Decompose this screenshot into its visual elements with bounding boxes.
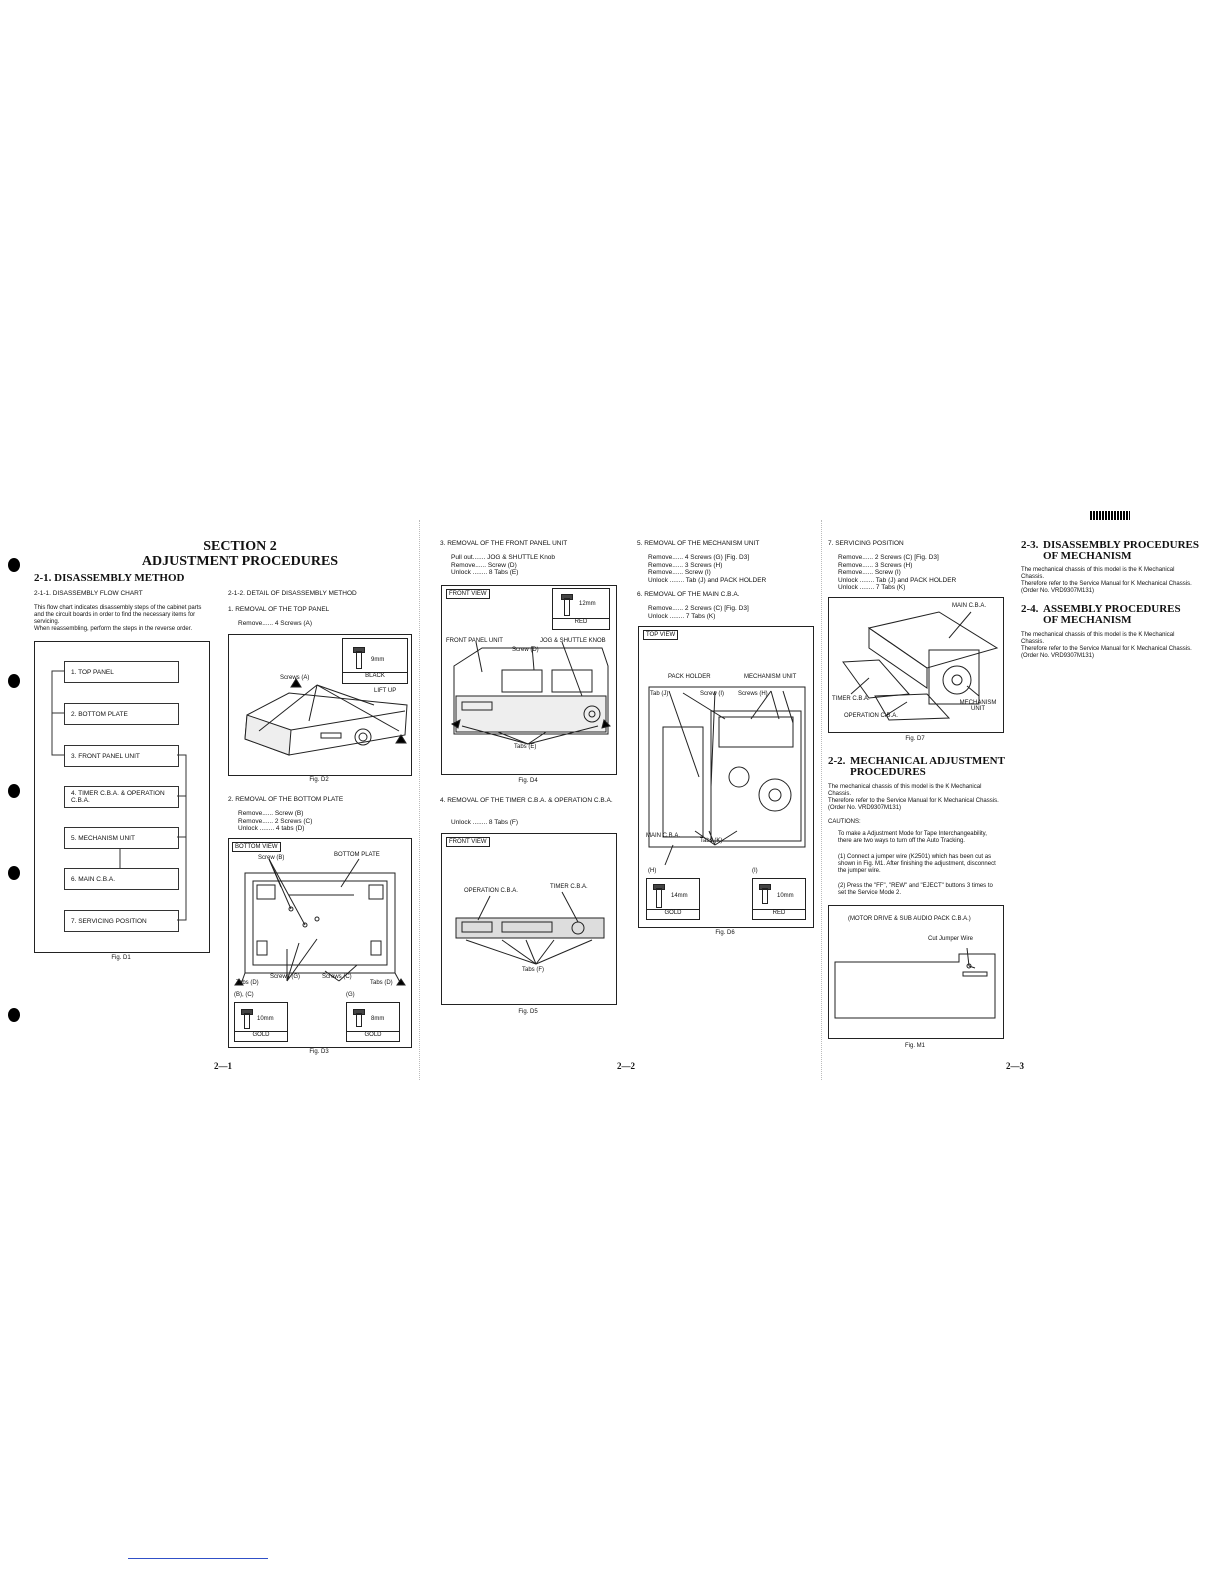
fig-d5-frame [441,833,617,1005]
fig-d1-caption: Fig. D1 [111,955,131,961]
step3-list [451,554,555,577]
page-number: 2—2 [617,1061,635,1071]
fig-d5-caption: Fig. D5 [518,1009,538,1015]
heading-mech-adjust-num: 2-2. [828,755,846,767]
step2-title: 2. REMOVAL OF THE BOTTOM PLATE [228,796,344,803]
caution-intro: To make a Adjustment Mode for Tape Interchangeability, there are two ways to turn off the Auto Tracking. [838,831,987,844]
d4-view-tag: FRONT VIEW [446,589,490,599]
d6-mech-label: MECHANISM UNIT [744,674,797,680]
d6-screw-legend-1 [646,878,700,920]
step2-line: Unlock ........ 4 tabs (D) [238,825,305,832]
d6-screwsh-label: Screws (H) [738,691,768,697]
step4-unlock: Unlock ........ 8 Tabs (F) [451,819,519,826]
flow-step: 3. FRONT PANEL UNIT [64,745,179,767]
step5-line: Remove...... 4 Screws (G) [Fig. D3] [648,554,750,561]
heading-mech-adjust: MECHANICAL ADJUSTMENT [850,755,1005,767]
step7-list [838,554,956,592]
d6-pack-label: PACK HOLDER [668,674,711,680]
d2-screws-label: Screws (A) [280,675,310,681]
heading-assembly-mech: ASSEMBLY PROCEDURES [1043,603,1181,615]
step5-line: Remove...... 3 Screws (H) [648,561,723,569]
d5-timer-label: TIMER C.B.A. [550,884,588,890]
d6-i-label: (I) [752,868,758,874]
fig-m1-frame [828,905,1004,1039]
d7-main-label: MAIN C.B.A. [952,603,987,609]
d2-screw-legend [342,638,408,684]
d3-screw-b-label: Screw (B) [258,855,285,861]
d7-timer-label: TIMER C.B.A. [832,696,870,702]
d4-tabs-label: Tabs (E) [514,744,537,750]
barcode-mark [1090,511,1130,520]
d3-screws-c-label: Screws (C) [322,974,352,980]
d4-screw-color: RED [553,618,609,625]
d3-screw-legend-2 [346,1002,400,1042]
heading-disassembly-mech: DISASSEMBLY PROCEDURES [1043,539,1199,551]
d4-front-label: FRONT PANEL UNIT [446,638,503,644]
page-number: 2—3 [1006,1061,1024,1071]
binder-hole [8,558,20,572]
heading-disassembly-mech-2: OF MECHANISM [1043,550,1132,562]
d6-screw-size: 10mm [777,893,794,899]
step6-list [648,605,749,620]
fig-d6-caption: Fig. D6 [715,930,735,936]
d3-screw-color: GOLD [347,1031,399,1038]
d5-tabs-label: Tabs (F) [522,967,545,973]
mech-adjust-body: The mechanical chassis of this model is the K Mechanical Chassis. Therefore refer to the Service Manual for K Mechanical Chassis. (Order No. VRD9307M131) [828,784,999,811]
step5-list [648,554,766,584]
d3-screw-color: GOLD [235,1031,287,1038]
timer-operation-illustration [442,834,616,1004]
fig-d4-caption: Fig. D4 [518,778,538,784]
step1-title: 1. REMOVAL OF THE TOP PANEL [228,606,330,613]
flow-chart-label: 2-1-1. DISASSEMBLY FLOW CHART [34,590,143,597]
d3-screws-g-label: Screws (G) [270,974,300,980]
d6-tabj-label: Tab (J) [650,691,669,697]
step1-remove: Remove...... 4 Screws (A) [238,620,313,627]
section-title: SECTION 2 [203,539,277,554]
heading-assembly-mech-2: OF MECHANISM [1043,614,1132,626]
d4-screw-legend [552,588,610,630]
heading-disassembly-method: 2-1. DISASSEMBLY METHOD [34,572,185,584]
binder-hole [8,784,20,798]
d3-screw-legend-1 [234,1002,288,1042]
fig-m1-caption: Fig. M1 [904,1043,925,1049]
binder-hole [8,1008,20,1022]
step3-line: Remove...... Screw (D) [451,561,517,569]
page-divider [821,520,822,1080]
page-divider [419,520,420,1080]
d3-g-label: (G) [346,992,355,998]
disassembly-mech-body: The mechanical chassis of this model is the K Mechanical Chassis. Therefore refer to the Service Manual for K Mechanical Chassis. (Order No. VRD9307M131) [1021,567,1192,594]
flow-step: 2. BOTTOM PLATE [64,703,179,725]
flow-step: 5. MECHANISM UNIT [64,827,179,849]
d3-bc-label: (B), (C) [234,992,254,998]
d6-main-label: MAIN C.B.A. [646,833,681,839]
fig-d7-caption: Fig. D7 [905,736,925,742]
d6-screw-color: GOLD [647,909,699,916]
fig-d2-caption: Fig. D2 [309,777,329,783]
step7-line: Remove...... 2 Screws (C) [Fig. D3] [838,554,939,561]
d7-op-label: OPERATION C.B.A. [844,713,898,719]
step6-line: Remove...... 2 Screws (C) [Fig. D3] [648,605,749,612]
d5-op-label: OPERATION C.B.A. [464,888,518,894]
d6-tabsk-label: Tabs (K) [700,838,723,844]
d6-screwi-label: Screw (I) [700,691,724,697]
d6-screw-size: 14mm [671,893,688,899]
step5-line: Remove...... Screw (I) [648,569,711,576]
m1-title: (MOTOR DRIVE & SUB AUDIO PACK C.B.A.) [848,916,971,922]
step5-line: Unlock ........ Tab (J) and PACK HOLDER [648,576,767,584]
heading-assembly-mech-num: 2-4. [1021,603,1039,615]
pcb-jumper-illustration [829,906,1003,1038]
fig-d3-caption: Fig. D3 [309,1049,329,1055]
flow-step: 1. TOP PANEL [64,661,179,683]
step7-line: Remove...... Screw (I) [838,569,901,576]
flow-step: 6. MAIN C.B.A. [64,868,179,890]
flow-step: 7. SERVICING POSITION [64,910,179,932]
step5-title: 5. REMOVAL OF THE MECHANISM UNIT [637,540,760,547]
heading-disassembly-mech-num: 2-3. [1021,539,1039,551]
m1-cut-label: Cut Jumper Wire [928,936,974,942]
d3-screw-size: 8mm [371,1016,385,1022]
section-subtitle: ADJUSTMENT PROCEDURES [141,554,339,569]
step7-line: Unlock ........ Tab (J) and PACK HOLDER [838,576,957,584]
d3-tabs-d-label: Tabs (D) [236,980,259,986]
step7-title: 7. SERVICING POSITION [828,540,904,547]
heading-mech-adjust-2: PROCEDURES [850,766,926,778]
d4-jog-label: JOG & SHUTTLE KNOB [540,638,606,644]
flow-step: 4. TIMER C.B.A. & OPERATION C.B.A. [64,786,179,808]
binder-hole [8,866,20,880]
cautions-label: CAUTIONS: [828,819,861,825]
caution-2: (2) Press the "FF", "REW" and "EJECT" buttons 3 times to set the Service Mode 2. [838,883,993,896]
d7-mech-label: MECHANISM UNIT [959,700,997,712]
d6-screw-legend-2 [752,878,806,920]
step6-line: Unlock ........ 7 Tabs (K) [648,612,716,620]
step2-line: Remove...... Screw (B) [238,810,304,817]
step2-line: Remove...... 2 Screws (C) [238,817,313,825]
link-underline [128,1558,268,1559]
d2-screw-color: BLACK [343,672,407,679]
step3-title: 3. REMOVAL OF THE FRONT PANEL UNIT [440,540,568,547]
step3-line: Pull out....... JOG & SHUTTLE Knob [451,554,556,561]
d2-screw-size: 9mm [371,657,385,663]
d3-plate-label: BOTTOM PLATE [334,852,380,858]
binder-hole [8,674,20,688]
d3-screw-size: 10mm [257,1016,274,1022]
d6-screw-color: RED [753,909,805,916]
step3-line: Unlock ........ 8 Tabs (E) [451,569,519,576]
assembly-mech-body: The mechanical chassis of this model is the K Mechanical Chassis. Therefore refer to the Service Manual for K Mechanical Chassis. (Order No. VRD9307M131) [1021,632,1192,659]
d6-h-label: (H) [648,868,657,874]
step7-line: Unlock ........ 7 Tabs (K) [838,584,906,591]
step4-title: 4. REMOVAL OF THE TIMER C.B.A. & OPERATION C.B.A. [440,797,613,804]
d3-view-tag: BOTTOM VIEW [232,842,281,852]
flow-chart-text: This flow chart indicates disassembly steps of the cabinet parts and the circuit boards in order to find the necessary items for servicing. When reassembling, perform the steps in the reverse order. [34,605,202,632]
step2-list [238,810,312,833]
d3-tabs-d2-label: Tabs (D) [370,980,393,986]
step7-line: Remove...... 3 Screws (H) [838,561,913,569]
step6-title: 6. REMOVAL OF THE MAIN C.B.A. [637,591,740,598]
d6-view-tag: TOP VIEW [643,630,678,640]
caution-1: (1) Connect a jumper wire (K2501) which has been cut as shown in Fig. M1. After finishing the adjustment, disconnect the jumper wire. [838,854,996,874]
detail-label: 2-1-2. DETAIL OF DISASSEMBLY METHOD [228,590,357,597]
d2-lift-label: LIFT UP [374,688,397,694]
page-number: 2—1 [214,1061,232,1071]
d4-screw-size: 12mm [579,601,596,607]
d5-view-tag: FRONT VIEW [446,837,490,847]
d4-screw-label: Screw (D) [512,647,539,653]
